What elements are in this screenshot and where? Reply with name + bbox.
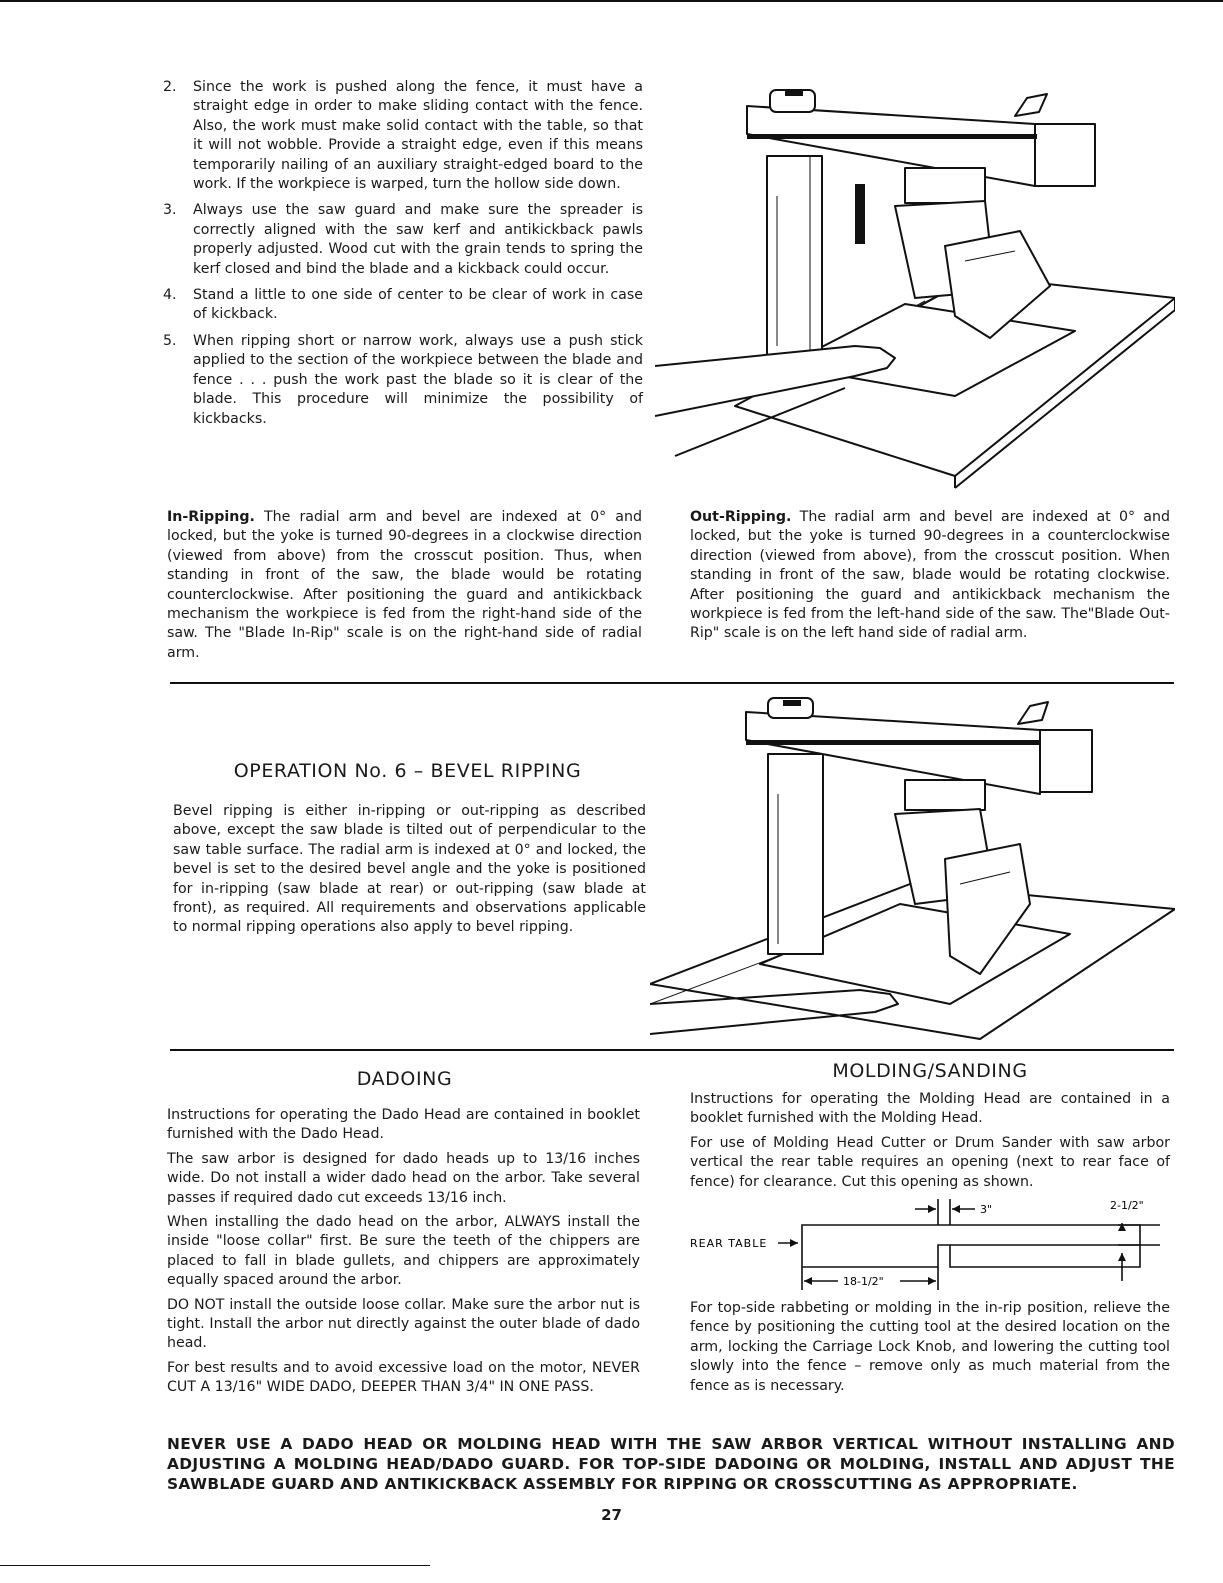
bevel-ripping-text: Bevel ripping is either in-ripping or out-ripping as described above, except the saw blade is tilted out of perpendicular to the saw table surface. The radial arm is indexed at 0° and locked, the bevel is set to the desired bevel angle and the yoke is positioned for in-ripping (saw blade at rear) or out-ripping (saw blade at front), as required. All requirements and observations applicable to normal ripping operations also apply to bevel ripping.: [173, 803, 646, 936]
list-number: 4.: [163, 287, 177, 304]
list-item: [163, 332, 643, 429]
bottom-border: [0, 1565, 430, 1566]
list-text: Since the work is pushed along the fence, it must have a straight edge in order to make sliding contact with the fence. Also, the work must make solid contact with the table, so that it will not wobble. Provide a straight edge, even if this means temporarily nailing of an auxiliary straight-edged board to the work. If the workpiece is warped, turn the hollow side down.: [193, 79, 643, 193]
in-ripping-paragraph: [167, 508, 642, 663]
list-number: 2.: [163, 79, 177, 95]
list-number: 3.: [163, 202, 177, 219]
radial-arm-saw-bevel-rip-illustration: [650, 694, 1175, 1044]
molding-paragraph: Instructions for operating the Molding Head are contained in a booklet furnished with the Molding Head.: [690, 1091, 1170, 1127]
list-item: [163, 286, 643, 325]
list-text: Always use the saw guard and make sure the spreader is correctly aligned with the saw kerf and antikickback pawls properly adjusted. Wood cut with the grain tends to spring the kerf closed and bind the blade and a kickback could occur.: [193, 202, 643, 277]
out-ripping-paragraph: [690, 508, 1170, 644]
dim-2-5-label: 2-1/2": [1110, 1199, 1144, 1212]
list-item: [163, 201, 643, 279]
list-text: Stand a little to one side of center to be clear of work in case of kickback.: [193, 287, 643, 323]
radial-arm-saw-rip-illustration: [655, 76, 1175, 496]
list-item: [163, 78, 643, 194]
safety-warning: NEVER USE A DADO HEAD OR MOLDING HEAD WITH THE SAW ARBOR VERTICAL WITHOUT INSTALLING AND ADJUSTING A MOLDING HEAD/DADO GUARD. FOR TOP-SIDE DADOING OR MOLDING, INSTALL AND ADJUST THE SAWBLADE GUARD AND ANTIKICKBACK ASSEMBLY FOR RIPPING OR CROSSCUTTING AS APPROPRIATE.: [167, 1435, 1175, 1493]
list-text: When ripping short or narrow work, always use a push stick applied to the section of the workpiece between the blade and fence . . . push the work past the blade so it is clear of the blade. This procedure will minimize the possibility of kickbacks.: [193, 332, 643, 427]
dadoing-paragraph: DO NOT install the outside loose collar. Make sure the arbor nut is tight. Install the arbor nut directly against the outer blade of dado head.: [167, 1296, 640, 1352]
bevel-ripping-heading: OPERATION No. 6 – BEVEL RIPPING: [233, 760, 582, 782]
dim-3-label: 3": [980, 1203, 993, 1216]
rear-table-opening-diagram: [690, 1195, 1175, 1295]
safety-list: [163, 78, 643, 436]
rear-table-label: REAR TABLE: [690, 1237, 768, 1250]
section-divider-2: [170, 1049, 1174, 1051]
section-divider: [170, 682, 1174, 684]
in-ripping-lead: In-Ripping.: [167, 509, 255, 525]
dadoing-paragraph: Instructions for operating the Dado Head are contained in booklet furnished with the Dado Head.: [167, 1107, 640, 1143]
page-number: 27: [601, 1506, 622, 1524]
dim-18-5-label: 18-1/2": [843, 1275, 884, 1288]
top-border: [0, 0, 1223, 2]
in-ripping-text: The radial arm and bevel are indexed at 0° and locked, but the yoke is turned 90-degrees in a clockwise direction (viewed from above) from the crosscut position. Thus, when standing in front of the saw, the blade would be rotating counterclockwise. After positioning the guard and antikickback mechanism the workpiece is fed from the right-hand side of the saw. The "Blade In-Rip" scale is on the right-hand side of radial arm.: [167, 509, 642, 661]
list-number: 5.: [163, 332, 177, 349]
dadoing-paragraph: For best results and to avoid excessive load on the motor, NEVER CUT A 13/16" WIDE DADO, DEEPER THAN 3/4" IN ONE PASS.: [167, 1359, 640, 1396]
molding-body: [690, 1090, 1170, 1197]
dadoing-heading: DADOING: [356, 1068, 453, 1090]
out-ripping-text: The radial arm and bevel are indexed at 0° and locked, but the yoke is turned 90-degrees in a counterclockwise direction (viewed from above), from the crosscut position. When standing in front of the saw, blade would be rotating clockwise. After positioning the guard and antikickback mechanism the workpiece is fed from the left-hand side of the saw. The"Blade Out-Rip" scale is on the left hand side of radial arm.: [690, 509, 1170, 642]
molding-heading: MOLDING/SANDING: [832, 1060, 1028, 1082]
out-ripping-lead: Out-Ripping.: [690, 509, 792, 525]
dadoing-paragraph: The saw arbor is designed for dado heads up to 13/16 inches wide. Do not install a wider dado head on the arbor. Take several passes if required dado cut exceeds 13/16 inch.: [167, 1150, 640, 1206]
dadoing-body: [167, 1106, 640, 1403]
molding-paragraph: For use of Molding Head Cutter or Drum Sander with saw arbor vertical the rear table requires an opening (next to rear face of fence) for clearance. Cut this opening as shown.: [690, 1134, 1170, 1190]
molding-after-text: For top-side rabbeting or molding in the in-rip position, relieve the fence by positioning the cutting tool at the desired location on the arm, locking the Carriage Lock Knob, and lowering the cutting tool slowly into the fence – remove only as much material from the fence as is necessary.: [690, 1300, 1170, 1394]
dadoing-paragraph: When installing the dado head on the arbor, ALWAYS install the inside "loose collar" first. Be sure the teeth of the chippers are placed to fall in blade gullets, and chippers are approximately equally spaced around the arbor.: [167, 1214, 640, 1289]
